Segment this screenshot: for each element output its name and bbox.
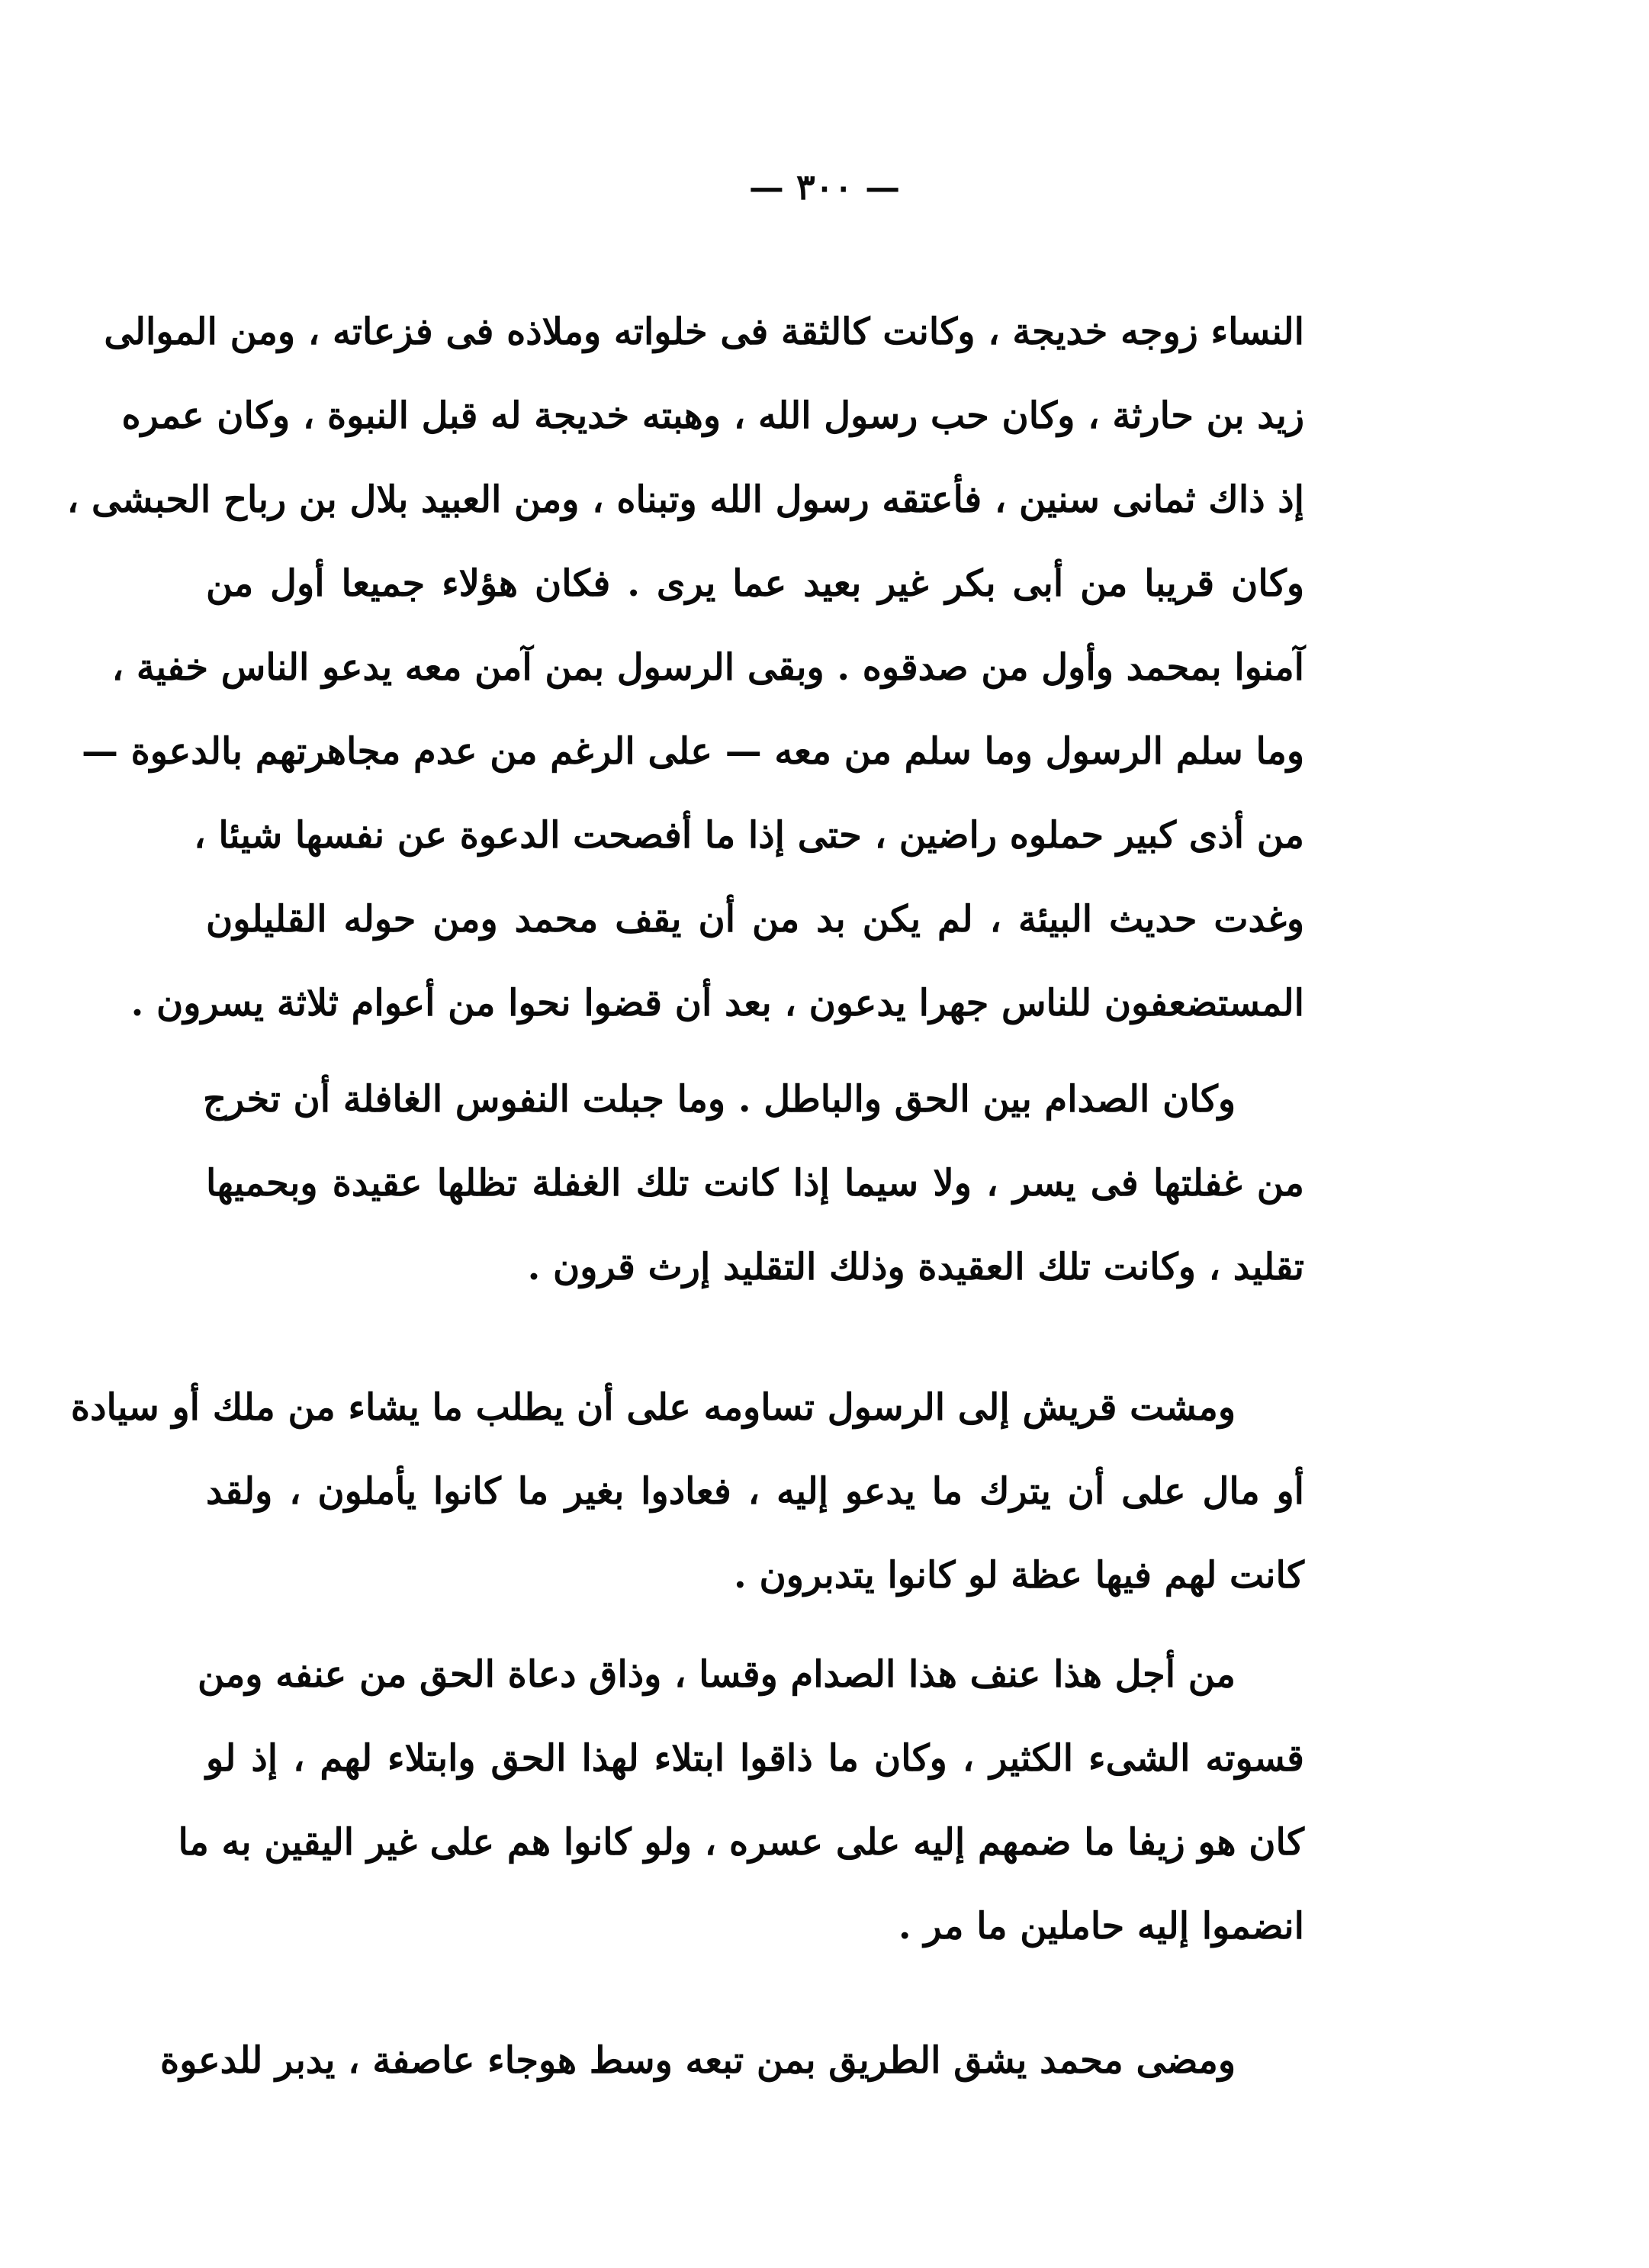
text-line: كان هو زيفا ما ضمهم إليه على عسره ، ولو كانوا هم على غير اليقين به ما <box>178 1821 1304 1864</box>
text-line: من أذى كبير حملوه راضين ، حتى إذا ما أفصحت الدعوة عن نفسها شيئا ، <box>194 814 1304 857</box>
text-line: المستضعفون للناس جهرا يدعون ، بعد أن قضوا نحوا من أعوام ثلاثة يسرون . <box>130 982 1304 1025</box>
text-line: آمنوا بمحمد وأول من صدقوه . وبقى الرسول بمن آمن معه يدعو الناس خفية ، <box>111 646 1304 689</box>
paragraph-2 <box>203 1057 1304 1309</box>
text-line: تقليد ، وكانت تلك العقيدة وذلك التقليد إرث قرون . <box>527 1246 1304 1288</box>
text-line: أو مال على أن يترك ما يدعو إليه ، فعادوا بغير ما كانوا يأملون ، ولقد <box>206 1470 1305 1513</box>
text-line: وكان الصدام بين الحق والباطل . وما جبلت النفوس الغافلة أن تخرج <box>203 1078 1236 1121</box>
text-line: ومضى محمد يشق الطريق بمن تبعه وسط هوجاء عاصفة ، يدبر للدعوة <box>160 2039 1236 2082</box>
text-line: قسوته الشىء الكثير ، وكان ما ذاقوا ابتلاء لهذا الحق وابتلاء لهم ، إذ لو <box>206 1737 1305 1780</box>
paragraph-1 <box>66 290 1304 1045</box>
text-line: إذ ذاك ثمانى سنين ، فأعتقه رسول الله وتبناه ، ومن العبيد بلال بن رباح الحبشى ، <box>66 478 1304 521</box>
text-line: من أجل هذا عنف هذا الصدام وقسا ، وذاق دعاة الحق من عنفه ومن <box>198 1653 1236 1696</box>
text-line: انضموا إليه حاملين ما مر . <box>898 1905 1304 1948</box>
text-line: ومشت قريش إلى الرسول تساومه على أن يطلب ما يشاء من ملك أو سيادة <box>70 1386 1236 1429</box>
text-line: من غفلتها فى يسر ، ولا سيما إذا كانت تلك الغفلة تظلها عقيدة وبحميها <box>206 1162 1304 1205</box>
text-line: وما سلم الرسول وما سلم من معه — على الرغم من عدم مجاهرتهم بالدعوة — <box>81 730 1304 773</box>
paragraph-4 <box>178 1633 1305 1968</box>
paragraph-3 <box>70 1366 1305 1617</box>
text-line: وكان قريبا من أبى بكر غير بعيد عما يرى . فكان هؤلاء جميعا أول من <box>206 562 1304 605</box>
page-number: — ٣٠٠ — <box>748 166 901 207</box>
text-line: كانت لهم فيها عظة لو كانوا يتدبرون . <box>734 1554 1304 1597</box>
text-line: زيد بن حارثة ، وكان حب رسول الله ، وهبته خديجة له قبل النبوة ، وكان عمره <box>121 394 1304 437</box>
text-line: وغدت حديث البيئة ، لم يكن بد من أن يقف محمد ومن حوله القليلون <box>206 898 1304 941</box>
paragraph-5 <box>160 2019 1304 2102</box>
text-line: النساء زوجه خديجة ، وكانت كالثقة فى خلواته وملاذه فى فزعاته ، ومن الموالى <box>104 310 1304 353</box>
